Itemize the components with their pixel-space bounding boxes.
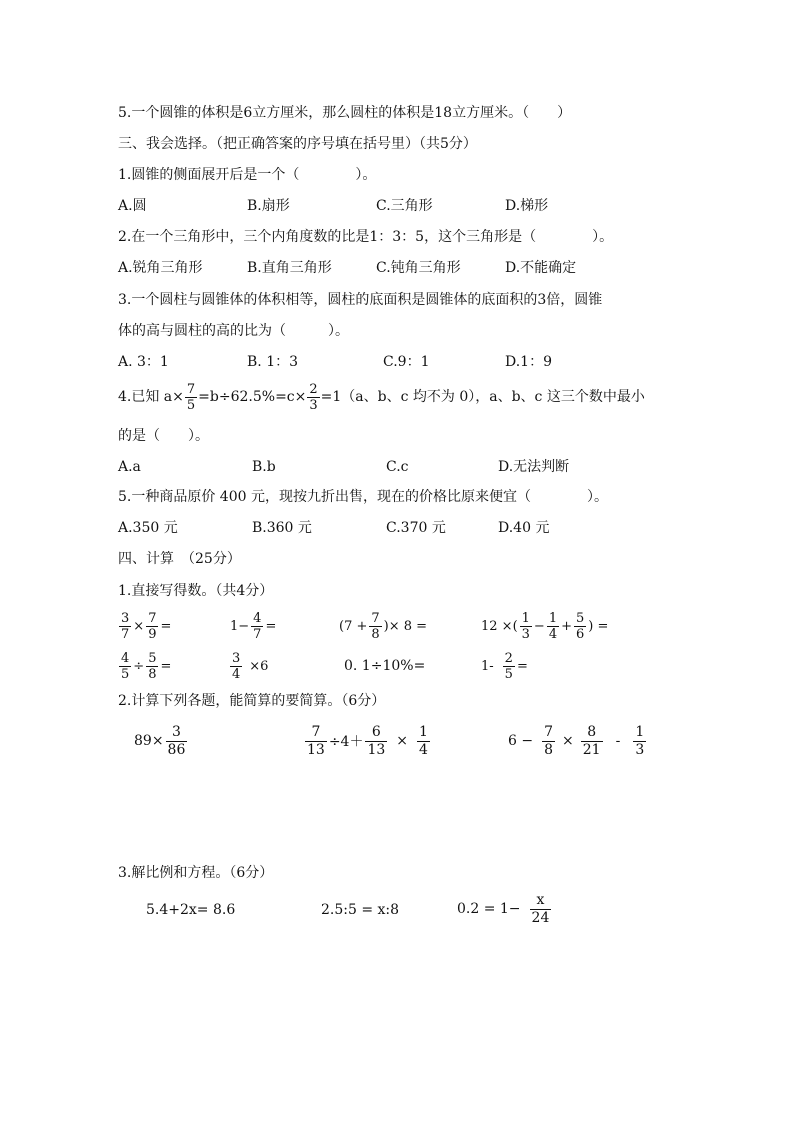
choice-5-option-b: B.360 元 bbox=[252, 520, 312, 536]
choice-1-option-d: D.梯形 bbox=[505, 198, 549, 214]
choice-2-option-d: D.不能确定 bbox=[505, 260, 577, 276]
choice-4-option-c: C.c bbox=[386, 459, 409, 475]
equation-a: 5.4+2x= 8.6 bbox=[146, 902, 236, 918]
choice-2-option-a: A.锐角三角形 bbox=[118, 260, 203, 276]
choice-5-option-d: D.40 元 bbox=[498, 520, 550, 536]
choice-2-stem: 2.在一个三角形中，三个内角度数的比是1：3：5，这个三角形是（ ）。 bbox=[118, 229, 614, 245]
choice-4-part-3: =1（a、b、c 均不为 0），a、b、c 这三个数中最小 bbox=[320, 389, 645, 405]
choice-4-stem-line-2: 的是（ ）。 bbox=[118, 428, 209, 444]
simplify-b: $\frac{7}{13}$ ÷4＋ $\frac{6}{13}$ × $\frac{1}{4}$ bbox=[307, 723, 428, 758]
choice-1-option-c: C.三角形 bbox=[376, 198, 433, 214]
choice-4-part-2: =b÷62.5%=c× bbox=[198, 389, 307, 405]
fraction-2-3: $\frac{2}{3}$ bbox=[309, 381, 318, 413]
expr-row1-d: 12 ×( $\frac{1}{3}$ − $\frac{1}{4}$ + $\frac{5}{6}$ ) = bbox=[481, 610, 609, 642]
choice-5-option-c: C.370 元 bbox=[386, 520, 446, 536]
fraction-7-5: $\frac{7}{5}$ bbox=[186, 381, 196, 413]
question-2-5: 5.一个圆锥的体积是6立方厘米，那么圆柱的体积是18立方厘米。（ ） bbox=[118, 105, 572, 121]
choice-4-part-1: 4.已知 a× bbox=[118, 389, 184, 405]
choice-3-option-a: A. 3：1 bbox=[118, 354, 169, 370]
choice-4-option-b: B.b bbox=[252, 459, 276, 475]
choice-1-option-b: B.扇形 bbox=[247, 198, 290, 214]
choice-5-option-a: A.350 元 bbox=[118, 520, 178, 536]
choice-4-option-d: D.无法判断 bbox=[498, 459, 570, 475]
simplify-a: 89× $\frac{3}{86}$ bbox=[134, 723, 186, 758]
calc-1-title: 1.直接写得数。（共4分） bbox=[118, 583, 274, 599]
choice-4-option-a: A.a bbox=[118, 459, 141, 475]
calc-2-title: 2.计算下列各题，能简算的要简算。（6分） bbox=[118, 693, 386, 709]
choice-4-stem-line-1 bbox=[118, 380, 645, 414]
expr-row1-a: $\frac{3}{7}$ × $\frac{7}{9}$ = bbox=[121, 610, 172, 642]
choice-1-option-a: A.圆 bbox=[118, 198, 147, 214]
choice-2-option-b: B.直角三角形 bbox=[247, 260, 332, 276]
section-3-title: 三、我会选择。（把正确答案的序号填在括号里）（共5分） bbox=[118, 136, 477, 152]
choice-3-option-b: B. 1：3 bbox=[247, 354, 299, 370]
section-4-title: 四、计算 （25分） bbox=[118, 551, 241, 567]
expr-row2-c: 0. 1÷10%= bbox=[344, 658, 426, 674]
expr-row1-b: 1− $\frac{4}{7}$ = bbox=[230, 610, 277, 642]
expr-row2-d: 1- $\frac{2}{5}$ = bbox=[481, 650, 528, 682]
equation-c: 0.2 = 1− $\frac{x}{24}$ bbox=[457, 891, 550, 926]
simplify-c: 6 − $\frac{7}{8}$ × $\frac{8}{21}$ - $\frac{1}{3}$ bbox=[508, 723, 645, 758]
expr-row1-c: (7 + $\frac{7}{8}$ )× 8 = bbox=[339, 610, 428, 642]
calc-3-title: 3.解比例和方程。（6分） bbox=[118, 865, 274, 881]
choice-3-option-d: D.1：9 bbox=[505, 354, 552, 370]
choice-3-stem-line-1: 3.一个圆柱与圆锥体的体积相等，圆柱的底面积是圆锥体的底面积的3倍，圆锥 bbox=[118, 292, 603, 308]
choice-2-option-c: C.钝角三角形 bbox=[376, 260, 461, 276]
expr-row2-b: $\frac{3}{4}$ ×6 bbox=[232, 650, 269, 682]
choice-1-stem: 1.圆锥的侧面展开后是一个（ ）。 bbox=[118, 167, 377, 183]
choice-3-option-c: C.9：1 bbox=[383, 354, 430, 370]
choice-5-stem: 5.一种商品原价 400 元，现按九折出售，现在的价格比原来便宜（ ）。 bbox=[118, 489, 608, 505]
equation-b: 2.5:5 = x:8 bbox=[321, 902, 400, 918]
choice-3-stem-line-2: 体的高与圆柱的高的比为（ ）。 bbox=[118, 323, 349, 339]
expr-row2-a: $\frac{4}{5}$ ÷ $\frac{5}{8}$ = bbox=[121, 650, 172, 682]
